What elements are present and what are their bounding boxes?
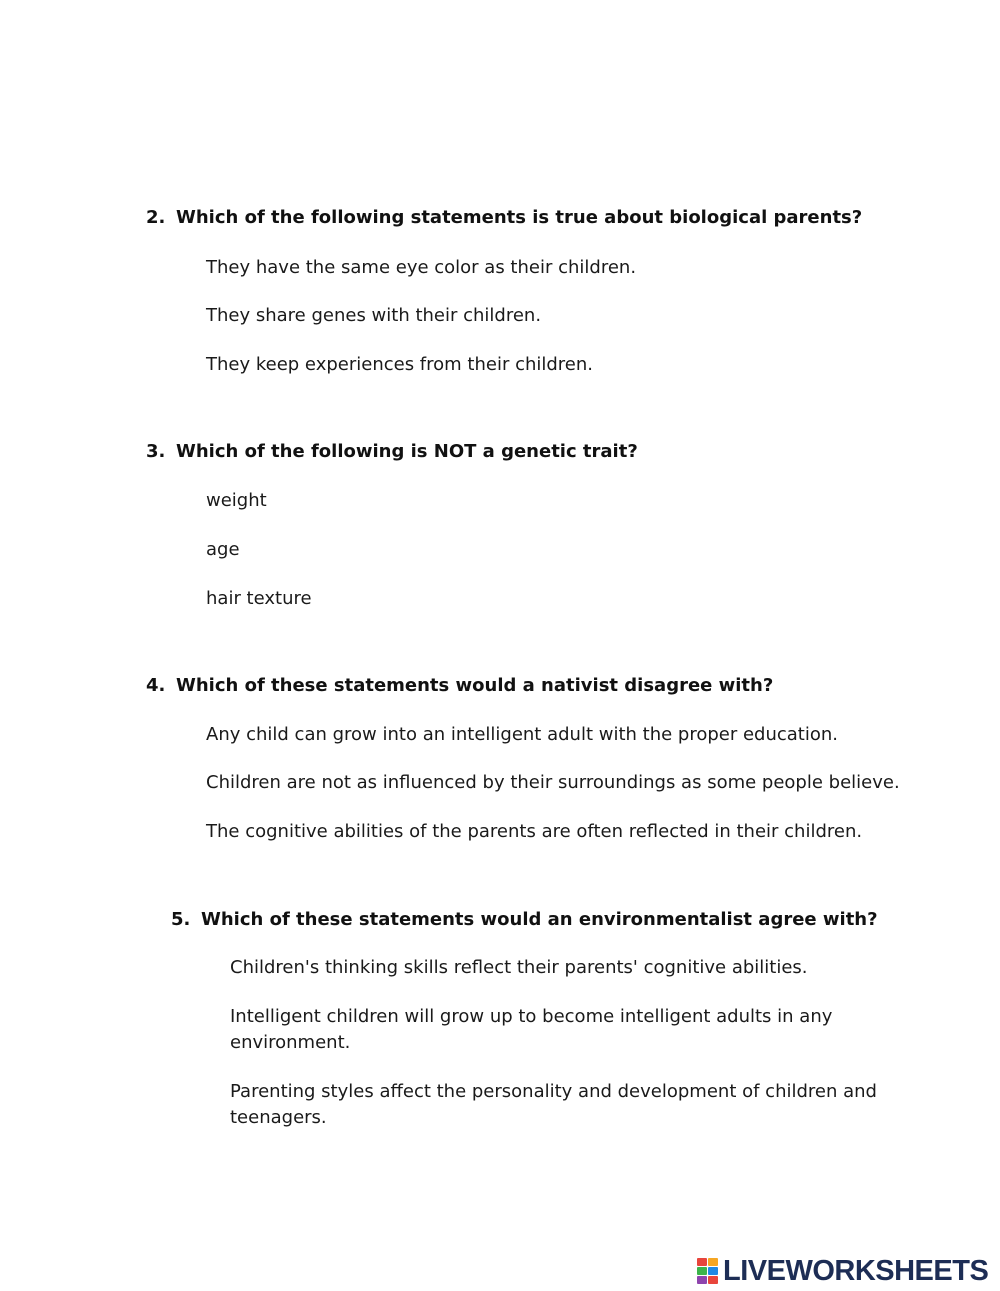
- answer-option[interactable]: They keep experiences from their children.: [206, 354, 594, 375]
- question-text: Which of the following is NOT a genetic trait?: [176, 441, 638, 462]
- answer-option[interactable]: hair texture: [206, 588, 312, 609]
- logo-block: [708, 1267, 718, 1275]
- question-text: Which of the following statements is true about biological parents?: [176, 207, 863, 228]
- question-number: 5.: [171, 909, 191, 930]
- logo-block: [697, 1258, 707, 1266]
- answer-option[interactable]: Children are not as influenced by their surroundings as some people believe.: [206, 772, 900, 793]
- answer-option[interactable]: They share genes with their children.: [206, 305, 542, 326]
- answer-option[interactable]: Children's thinking skills reflect their parents' cognitive abilities.: [230, 957, 808, 978]
- question-text: Which of these statements would a nativist disagree with?: [176, 675, 774, 696]
- logo-block: [708, 1258, 718, 1266]
- answer-option[interactable]: They have the same eye color as their children.: [206, 257, 637, 278]
- logo-block: [697, 1267, 707, 1275]
- logo-block: [708, 1276, 718, 1284]
- answer-option[interactable]: Parenting styles affect the personality and development of children and teenagers.: [230, 1081, 877, 1128]
- question-number: 4.: [146, 675, 166, 696]
- answer-option[interactable]: Intelligent children will grow up to become intelligent adults in any environment.: [230, 1006, 833, 1053]
- logo-block: [697, 1276, 707, 1284]
- question-number: 2.: [146, 207, 166, 228]
- question-number: 3.: [146, 441, 166, 462]
- logo-blocks-icon: [697, 1258, 719, 1284]
- answer-option[interactable]: The cognitive abilities of the parents are often reflected in their children.: [206, 821, 863, 842]
- answer-option[interactable]: age: [206, 539, 240, 560]
- liveworksheets-logo: [697, 1256, 988, 1286]
- answer-option[interactable]: weight: [206, 490, 267, 511]
- answer-option[interactable]: Any child can grow into an intelligent adult with the proper education.: [206, 724, 839, 745]
- question-text: Which of these statements would an environmentalist agree with?: [201, 909, 878, 930]
- logo-text: LIVEWORKSHEETS: [723, 1255, 989, 1287]
